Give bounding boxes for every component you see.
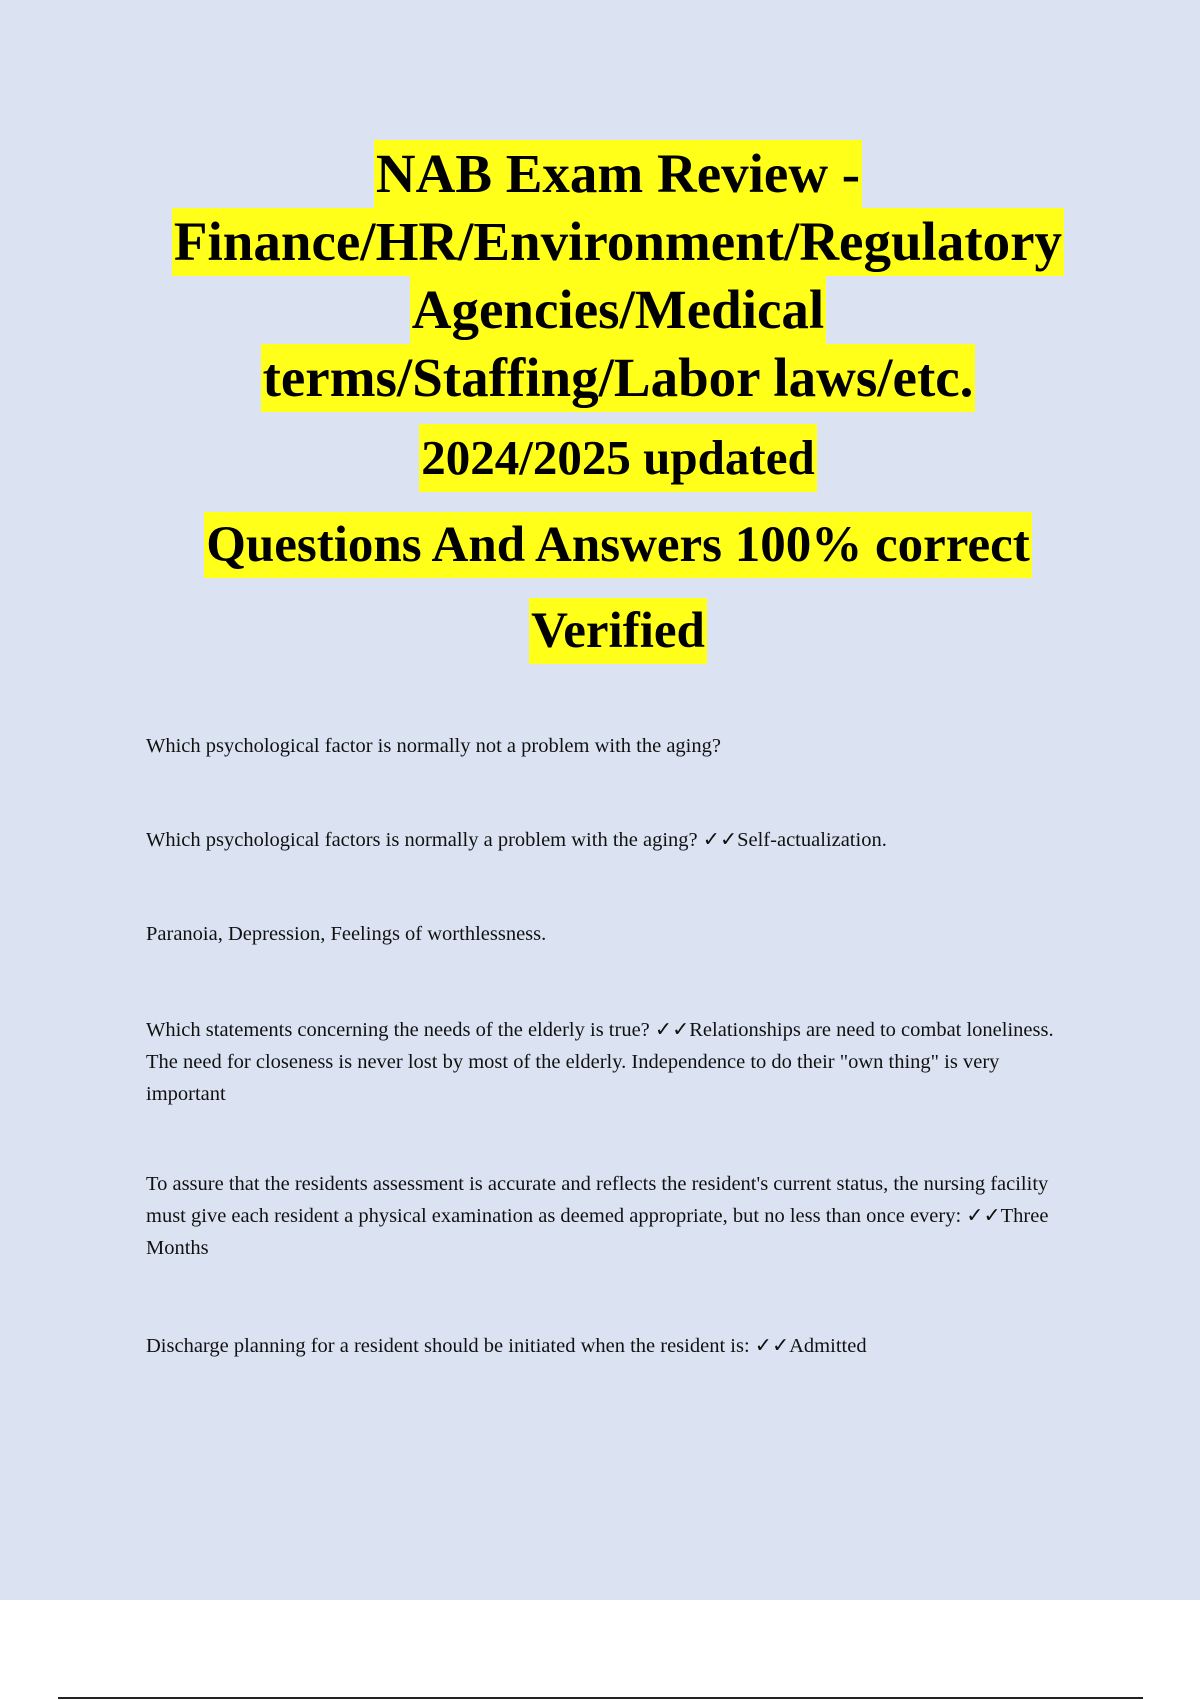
qa-item-3: Paranoia, Depression, Feelings of worthlessness. (146, 923, 547, 945)
bottom-divider (58, 1697, 1143, 1699)
title-line-3: Agencies/Medical (410, 276, 826, 344)
title-line-2: Finance/HR/Environment/Regulatory (172, 208, 1064, 276)
title-line-4: terms/Staffing/Labor laws/etc. (261, 344, 976, 412)
year-line: 2024/2025 updated (419, 424, 816, 492)
qa-item-1: Which psychological factor is normally not a problem with the aging? (146, 735, 721, 757)
qa-item-5: To assure that the residents assessment is accurate and reflects the resident's current status, the nursing facility must give each resident a physical examination as deemed appropriate, but no less than once every: ✓✓Three Months (146, 1173, 1049, 1259)
qa-item-2: Which psychological factors is normally a problem with the aging? ✓✓Self-actualization. (146, 829, 887, 851)
qa-item-4: Which statements concerning the needs of the elderly is true? ✓✓Relationships are need to combat loneliness. The need for closeness is never lost by most of the elderly. Independence to do their "own thing" is very important (146, 1019, 1054, 1105)
document-title (0, 140, 1200, 664)
qa-title-line-2: Verified (529, 598, 707, 664)
qa-title-line-1: Questions And Answers 100% correct (204, 512, 1032, 578)
qa-item-6: Discharge planning for a resident should be initiated when the resident is: ✓✓Admitted (146, 1335, 867, 1357)
title-line-1: NAB Exam Review - (374, 140, 862, 208)
